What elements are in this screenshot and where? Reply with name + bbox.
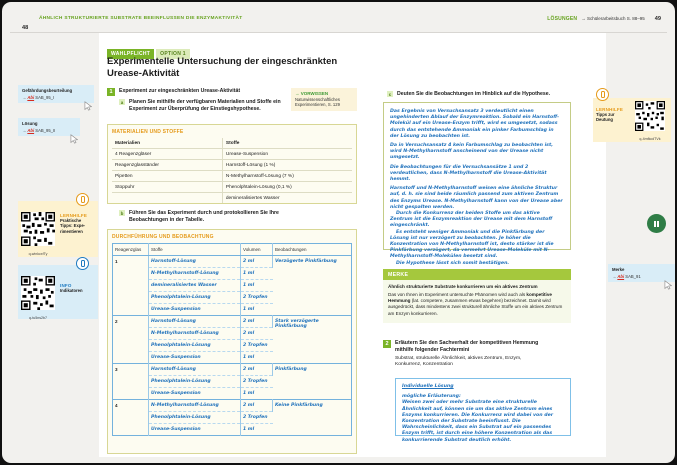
merke-box [383, 269, 571, 323]
page-number-right: 49 [654, 16, 661, 22]
task-1a [119, 99, 289, 113]
qr-block[interactable] [635, 101, 665, 141]
abi-brand-logo: Abi [617, 273, 625, 279]
pause-icon-bar [654, 221, 656, 227]
cursor-pointer-icon [84, 101, 92, 111]
link-ref: → Abi SAB_95_I [22, 94, 55, 100]
merke-body [383, 280, 571, 323]
table-row: Phenolphtalein-Lösung 2 Tropfen [113, 292, 352, 304]
table-row: demineralisiertes Wasser [112, 193, 352, 204]
table-row: Reagenzglasständer Harnstoff-Lösung (1 %) [112, 160, 352, 171]
table-row: Phenolphtalein-Lösung 2 Tropfen [113, 340, 352, 352]
answer-2-subtitle: mögliche Erläuterung: [402, 394, 461, 400]
task-1-title: Experiment zur eingeschränkten Urease-Aktivität [119, 88, 241, 94]
link-title: Lösung [22, 121, 38, 126]
table-row: Urease-Suspension 1 ml [113, 424, 352, 436]
materials-box [107, 124, 357, 204]
task-number-badge: 2 [383, 340, 391, 348]
qr-block[interactable] [21, 276, 55, 320]
task-1b-text: Führen Sie das Experiment durch und protokollieren Sie Ihre Beobachtungen in der Tabelle. [129, 210, 279, 223]
qr-code-text: q-tu5ns2b7 [29, 316, 47, 320]
info-label: INFO [60, 283, 72, 288]
cursor-pointer-icon [664, 280, 672, 290]
abi-brand-logo: Abi [27, 94, 35, 100]
link-ref: → Abi SAB_91 [612, 273, 641, 279]
wahlpflicht-badge: WAHLPFLICHT [107, 49, 154, 59]
answer-paragraph: Harnstoff und N-Methylharnstoff weisen eine ähnliche Struktur auf, d. h. sie sind beide räumlich passend zum aktiven Zentrum des Enzyms Urease. N-Methylharnstoff kann von der Urease aber nicht gespalten werden. [390, 186, 563, 210]
merke-label: MERKE [383, 269, 571, 280]
solutions-label: LÖSUNGEN [547, 16, 578, 22]
table-row: Urease-Suspension 1 ml [113, 352, 352, 364]
qr-block[interactable] [21, 212, 55, 256]
smartphone-icon [76, 193, 89, 206]
smartphone-icon [76, 257, 89, 270]
qr-code-icon[interactable] [635, 101, 665, 131]
margin-link-gefaehrdungsbeurteilung[interactable] [18, 85, 94, 103]
answer-paragraph: Es entsteht weniger Ammoniak und die Pinkfärbung der Lösung ist nur verzögert zu beobachten. Je höher die Konzentration von N-Methylharnstoff ist, desto stärker ist die Pinkfärbung verzögert, da vermehrt Urease-Moleküle mit N-Methylharnstoff-Molekülen besetzt sind. [390, 229, 554, 260]
table-row: N-Methylharnstoff-Lösung 2 ml [113, 328, 352, 340]
solutions-reference: → Schülerarbeitsbuch S. 88–95 [581, 16, 645, 21]
table-row: Pipetten N-Methylharnstoff-Lösung (7 %) [112, 171, 352, 182]
table-row: Stoppuhr Phenolphtalein-Lösung (0,1 %) [112, 182, 352, 193]
margin-link-loesung[interactable] [18, 118, 80, 136]
table-row: 4 Reagenzgläser Urease-Suspension [112, 149, 352, 160]
answer-paragraph: Die Hypothese lässt sich somit bestätigen. [396, 260, 510, 266]
task-1c-text: Deuten Sie die Beobachtungen im Hinblick auf die Hypothese. [397, 91, 551, 97]
answer-paragraph: Das Ergebnis von Versuchsansatz 3 verdeutlicht einen ungehinderten Ablauf der Enzymreaktion. Sobald ein Harnstoff-Molekül auf ein Urease-Enzym trifft, wird es umgesetzt, sodass durch das entstehende Ammoniak ein pinker Farbumschlag in der Lösung zu beobachten ist. [390, 109, 560, 139]
margin-lernhilfe-deutung[interactable] [593, 98, 671, 142]
page-number-left: 48 [22, 25, 29, 31]
table-row: 3 Harnstoff-Lösung 2 ml Pinkfärbung [113, 364, 352, 376]
table-row: Urease-Suspension 1 ml [113, 388, 352, 400]
cursor-pointer-icon [70, 134, 78, 144]
pause-icon-bar [657, 221, 659, 227]
link-title: Merke [612, 267, 625, 272]
vorwissen-note [291, 88, 357, 111]
table-row: 1 Harnstoff-Lösung 2 ml Verzögerte Pinkfärbung [113, 256, 352, 268]
materials-title: MATERIALIEN UND STOFFE [112, 129, 184, 135]
answer-2-box [395, 378, 571, 443]
task-2 [383, 340, 545, 368]
margin-link-merke[interactable] [608, 264, 675, 282]
task-letter-badge: b [120, 210, 124, 216]
task-2-texts [395, 340, 545, 368]
page-title: Experimentelle Untersuchung der eingeschränkten Urease-Aktivität [107, 56, 338, 79]
table-row: N-Methylharnstoff-Lösung 1 ml [113, 268, 352, 280]
table-row: demineralisiertes Wasser 1 ml [113, 280, 352, 292]
lernhilfe-texts [60, 213, 96, 234]
chapter-title: ÄHNLICH STRUKTURIERTE SUBSTRATE BEEINFLUSSEN DIE ENZYMAKTIVITÄT [39, 16, 243, 21]
task-2-title: Erläutern Sie den Sachverhalt der kompetitiven Hemmung mithilfe folgender Fachtermini [395, 340, 539, 353]
vorwissen-label: → VORWISSEN [295, 91, 329, 96]
qr-code-icon[interactable] [21, 276, 55, 310]
header-right [547, 16, 661, 22]
table-row: Materialien Stoffe [112, 138, 352, 149]
observation-title: DURCHFÜHRUNG UND BEOBACHTUNG [112, 234, 214, 240]
observation-box [107, 229, 357, 454]
task-number-badge: 1 [107, 88, 115, 96]
table-row: Phenolphtalein-Lösung 2 Tropfen [113, 376, 352, 388]
lernhilfe-label: LERNHILFE [596, 107, 624, 112]
merke-term: kompetitive Hemmung [388, 292, 552, 304]
lernhilfe-line: Praktische [60, 218, 82, 223]
qr-code-text: q-4mfkcdTVk [639, 137, 661, 141]
header-divider [10, 32, 667, 33]
link-ref: → Abi SAB_95_II [22, 127, 56, 133]
info-line: Indikatoren [60, 288, 83, 293]
lernhilfe-label: LERNHILFE [60, 213, 88, 218]
table-row: Phenolphtalein-Lösung 2 Tropfen [113, 412, 352, 424]
option-badge: OPTION 1 [156, 49, 190, 59]
vorwissen-text: Naturwissenschaftliches Experimentieren, S. 129 [295, 97, 340, 108]
answer-c-box [383, 102, 571, 266]
qr-code-text: q-winkcxfTy [28, 252, 48, 256]
observation-table [112, 243, 352, 436]
materials-table [112, 138, 352, 203]
viewer-menu-button[interactable] [647, 214, 666, 233]
lernhilfe-texts [596, 107, 630, 123]
info-texts [60, 283, 96, 293]
lernhilfe-line: Deutung [596, 117, 613, 123]
task-1a-text: Planen Sie mithilfe der verfügbaren Materialien und Stoffe ein Experiment zur Überprüfung der Einstiegshypothese. [129, 99, 281, 112]
answer-2-title: Individuelle Lösung [402, 384, 454, 389]
margin-info-indikatoren[interactable] [18, 265, 98, 319]
table-row: 2 Harnstoff-Lösung 2 ml Stark verzögerte Pinkfärbung [113, 316, 352, 328]
table-row: Urease-Suspension 1 ml [113, 304, 352, 316]
table-header-row: Reagenzglas Stoffe Volumen Beobachtungen [113, 244, 352, 256]
lernhilfe-line: rimentieren [60, 228, 83, 234]
merke-paragraph: Das von Ihnen im Experiment untersuchte Phänomen wird auch als kompetitive Hemmung (lat. competere, zusammen etwas begehren) bezeichnet. Damit wird ausgedrückt, dass mindestens zwei strukturell ähnliche Stoffe um ein aktives Zentrum am Enzym konkurrieren. [388, 292, 563, 316]
answer-paragraph: Durch die Konkurrenz der beiden Stoffe um das aktive Zentrum ist die Enzymreaktion der Urease mit dem Harnstoff eingeschränkt. [390, 211, 553, 229]
task-1b [119, 210, 284, 224]
task-1 [107, 88, 289, 96]
task-1c [387, 91, 577, 98]
qr-code-icon[interactable] [21, 212, 55, 246]
lernhilfe-line: Tipps zur [596, 112, 615, 117]
answer-paragraph: Die Beobachtungen für die Versuchsansätze 1 und 2 verdeutlichen, dass N-Methylharnstoff die Urease-Aktivität hemmt. [390, 164, 547, 183]
link-title: Gefährdungsbeurteilung [22, 88, 73, 93]
task-letter-badge: c [388, 91, 392, 97]
margin-lernhilfe-experimentieren[interactable] [18, 201, 98, 257]
merke-headline: Ähnlich strukturierte Substrate konkurrieren um ein aktives Zentrum [388, 284, 538, 289]
answer-paragraph: Da in Versuchsansatz 4 kein Farbumschlag zu beobachten ist, wird N-Methylharnstoff anscheinend von der Urease nicht umgesetzt. [390, 143, 553, 161]
lernhilfe-line: Tipps: Expe- [60, 223, 86, 229]
answer-2-body: Weisen zwei oder mehr Substrate eine strukturelle Ähnlichkeit auf, können sie um das aktive Zentrum eines Enzyms konkurrieren. Die Konkurrenz wird dabei von der Konzentration der Substrate beeinflusst. Die Wahrscheinlichkeit, dass ein Substrat auf ein passendes Enzym trifft, ist durch eine höhere Konzentration als das konkurrierende Substrat deutlich erhöht. [402, 400, 554, 443]
smartphone-icon [596, 88, 609, 101]
table-row: 4 N-Methylharnstoff-Lösung 2 ml Keine Pinkfärbung [113, 400, 352, 412]
ebook-viewer-window [2, 2, 675, 463]
abi-brand-logo: Abi [27, 127, 35, 133]
task-2-terms: Substrat, strukturelle Ähnlichkeit, aktives Zentrum, Enzym, Konkurrenz, Konzentration [395, 355, 522, 367]
task-letter-badge: a [120, 99, 124, 105]
